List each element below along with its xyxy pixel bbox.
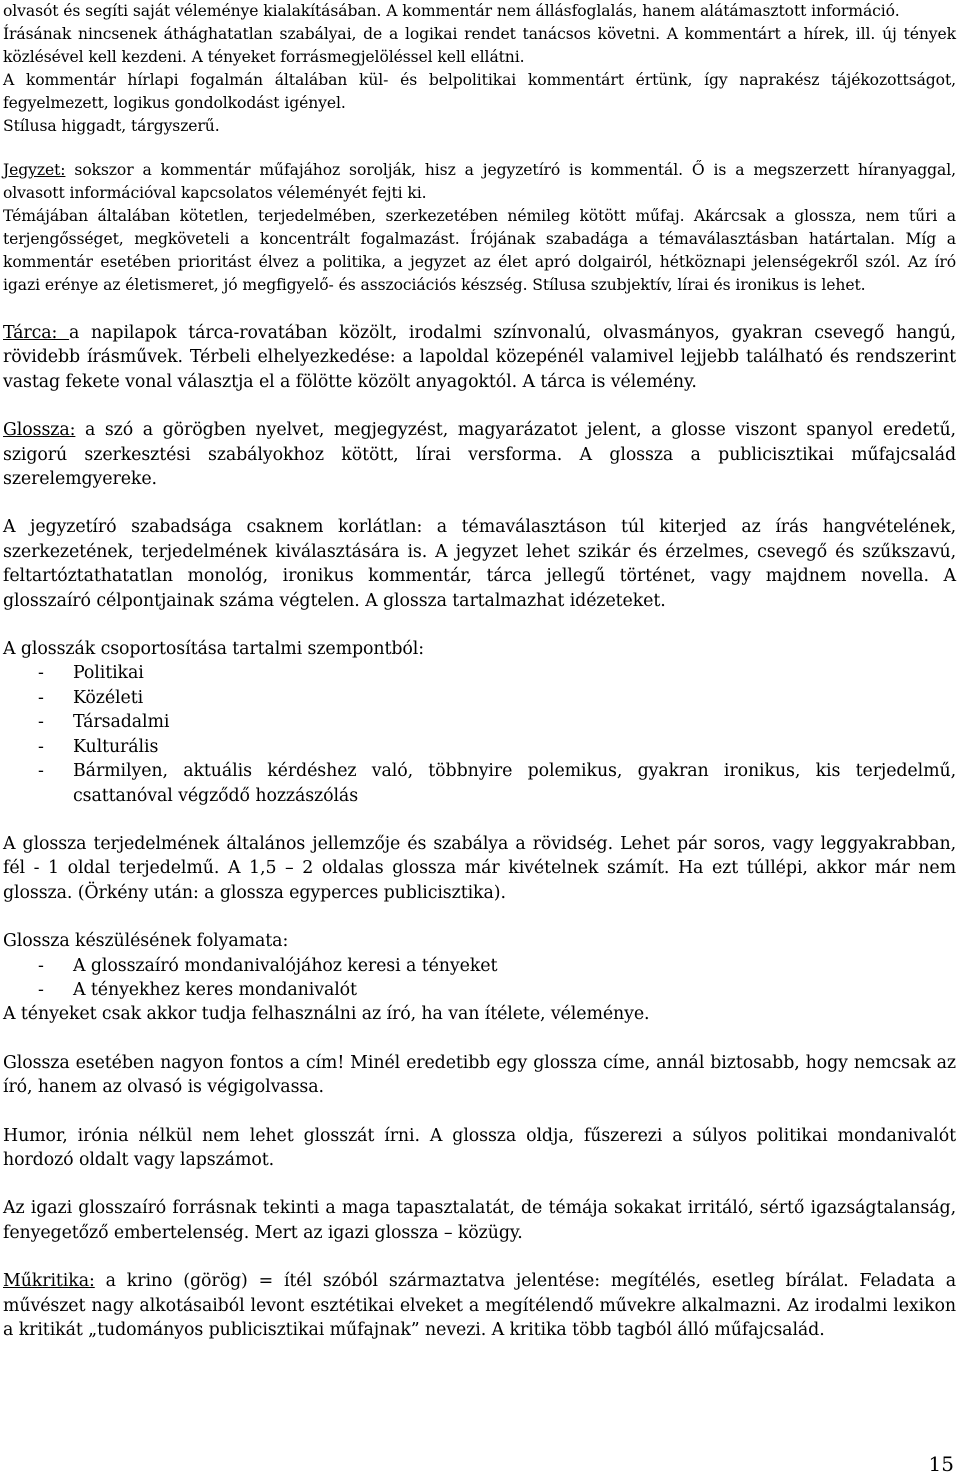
page-number: 15 [928,1452,954,1476]
paragraph-tarca: Tárca: a napilapok tárca-rovatában közölt, irodalmi színvonalú, olvasmányos, gyakran csevegő hangú, rövidebb írásművek. Térbeli elhelyezkedése: a lapoldal közepénél valamivel lejjebb található és rendszerint vastag fekete vonal választja el a fölötte közölt anyagoktól. A tárca is vélemény. [3,323,956,392]
paragraph: olvasót és segíti saját véleménye kialakításában. A kommentár nem állásfoglalás, hanem alátámasztott információ. [3,2,900,20]
term-mukritika: Műkritika: [3,1271,95,1292]
paragraph: Humor, irónia nélkül nem lehet glosszát írni. A glossza oldja, fűszerezi a súlyos politikai mondanivalót hordozó oldalt vagy lapszámot. [3,1125,956,1170]
list-item: - Társadalmi [38,712,170,733]
paragraph: Glossza esetében nagyon fontos a cím! Minél eredetibb egy glossza címe, annál biztosabb, hogy nemcsak az író, hanem az olvasó is végigolvassa. [3,1052,956,1098]
paragraph-mukritika: Műkritika: a krino (görög) = ítél szóból származtatva jelentése: megítélés, esetleg bírálat. Feladata a művészet nagy alkotásaiból levont esztétikai elveket a megítélendő művekre alkalmazni. Az irodalmi lexikon a kritikát „tudományos publicisztikai műfajnak” nevezi. A kritika több tagból álló műfajcsalád. [3,1271,956,1340]
paragraph: Stílusa higgadt, tárgyszerű. [3,117,220,135]
paragraph: Az igazi glosszaíró forrásnak tekinti a maga tapasztalatát, de témája sokakat irritáló, sértő igazságtalanság, fenyegetőző embertelenség. Mert az igazi glossza – közügy. [3,1198,956,1243]
paragraph-jegyzet: Jegyzet: sokszor a kommentár műfajához sorolják, hisz a jegyzetíró is kommentál. Ő is a megszerzett híranyaggal, olvasott információval kapcsolatos véleményét fejti ki. [3,161,956,202]
list-item: - A glosszaíró mondanivalójához keresi a tényeket [38,955,498,976]
list-item: - A tényekhez keres mondanivalót [38,979,357,1000]
term-glossza: Glossza: [3,420,76,441]
paragraph: A kommentár hírlapi fogalmán általában kül- és belpolitikai kommentárt értünk, így naprakész tájékozottságot, fegyelmezett, logikus gondolkodást igényel. [3,71,956,112]
section-kommentar [3,0,956,297]
list-intro: Glossza készülésének folyamata: [3,931,289,952]
list-item: - Közéleti [38,687,144,708]
term-jegyzet: Jegyzet: [3,161,66,179]
list-intro: A glosszák csoportosítása tartalmi szempontból: [3,639,425,660]
paragraph-glossza: Glossza: a szó a görögben nyelvet, megjegyzést, magyarázatot jelent, a glosse viszont spanyol eredetű, szigorú szerkesztési szabályokhoz kötött, lírai versforma. A glossza a publicisztikai műfajcsalád szerelemgyereke. [3,420,956,490]
list-item: - Politikai [38,663,144,684]
process-list [3,954,956,1003]
paragraph: Írásának nincsenek áthághatatlan szabályai, de a logikai rendet tanácsos követni. A kommentárt a hírek, ill. új tények közlésével kell kezdeni. A tényeket forrásmegjelöléssel kell ellátni. [3,25,956,66]
list-item: - Kulturális [38,736,159,757]
main-body [3,297,956,1342]
glossza-groups-list [3,661,956,807]
paragraph: A glossza terjedelmének általános jellemzője és szabálya a rövidség. Lehet pár soros, vagy leggyakrabban, fél - 1 oldal terjedelmű. A 1,5 – 2 oldalas glossza már kivételnek számít. Ha ezt túllépi, akkor már nem glossza. (Örkény után: a glossza egyperces publicisztika). [3,833,956,903]
list-item: - Bármilyen, aktuális kérdéshez való, többnyire polemikus, gyakran ironikus, kis terjedelmű, csattanóval végződő hozzászólás [38,761,956,806]
paragraph: Témájában általában kötetlen, terjedelmében, szerkezetében némileg kötött műfaj. Akárcsak a glossza, nem tűri a terjengősséget, megköveteli a koncentrált fogalmazást. Írójának szabadága a témaválasztásban határtalan. Míg a kommentár esetében prioritást élvez a politika, a jegyzet az élet apró dolgairól, hétköznapi jelenségekről szól. Az író igazi erénye az életismeret, jó megfigyelő- és asszociációs készség. Stílusa szubjektív, lírai és ironikus is lehet. [3,207,956,294]
term-tarca: Tárca: [3,323,70,343]
paragraph: A tényeket csak akkor tudja felhasználni az író, ha van ítélete, véleménye. [3,1004,650,1025]
paragraph: A jegyzetíró szabadsága csaknem korlátlan: a témaválasztáson túl kiterjed az írás hangvételének, szerkezetének, terjedelmének kiválasztására is. A jegyzet lehet szikár és érzelmes, csevegő és szűkszavú, feltartóztathatatlan monológ, ironikus kommentár, tárca jellegű történet, vagy majdnem novella. A glosszaíró célpontjainak száma végtelen. A glossza tartalmazhat idézeteket. [3,517,956,611]
